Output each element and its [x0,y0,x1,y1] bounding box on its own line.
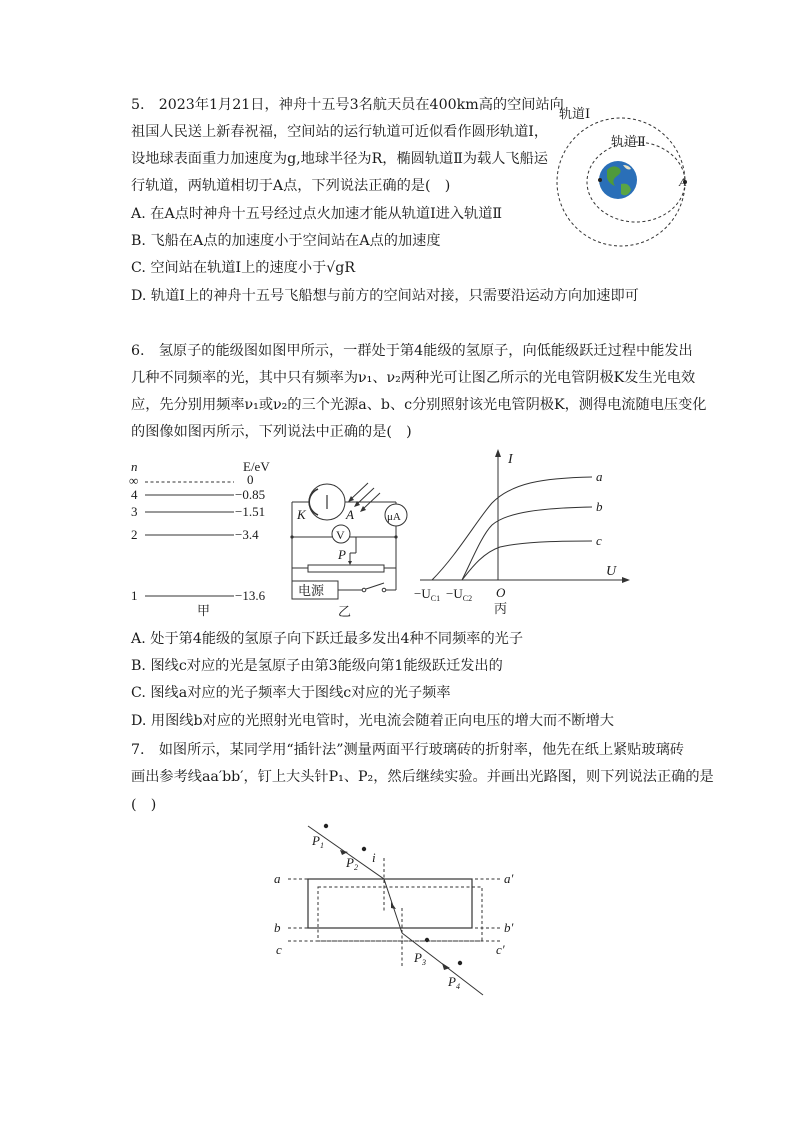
q5-option-a: A. 在A点时神舟十五号经过点火加速才能从轨道Ⅰ进入轨道Ⅱ [131,206,503,222]
microammeter-label: μA [387,511,401,523]
curve-c [462,541,592,580]
cathode-k [309,489,318,515]
photoelectric-circuit [290,465,415,620]
orbit1-label: 轨道Ⅰ [559,106,591,121]
spacecraft-left-dot [598,178,602,182]
q5-line-4: 行轨道，两轨道相切于A点，下列说法正确的是( ) [131,178,451,194]
level-3-e: −1.51 [235,504,266,519]
level-4-n: 4 [131,487,138,502]
i-axis-label: I [508,452,513,467]
u-axis-label: U [606,564,617,579]
q7-line-1: 7. 如图所示，某同学用“插针法”测量两面平行玻璃砖的折射率，他先在纸上紧贴玻璃砖 [131,742,684,758]
q5-option-d: D. 轨道Ⅰ上的神舟十五号飞船想与前方的空间站对接，只需要沿运动方向加速即可 [131,288,639,304]
orbit2-label: 轨道Ⅱ [611,134,646,149]
pin-p1 [324,824,328,828]
point-a-label: A [679,175,687,189]
curve-c-label: c [596,533,602,548]
glass-block [308,879,472,928]
p1-label: $P_1$ [312,833,324,850]
level-1-e: −13.6 [235,588,266,603]
energy-axis-label: E/eV [243,459,270,474]
curve-b-label: b [596,499,603,514]
q5-line-2: 祖国人民送上新春祝福，空间站的运行轨道可近似看作圆形轨道Ⅰ， [131,124,549,140]
p3-label: $P_3$ [414,950,426,967]
q6-option-d: D. 用图线b对应的光照射光电管时，光电流会随着正向电压的增大而不断增大 [131,713,614,729]
earth-icon [599,161,637,199]
uc1-label: $-U_{C1}$ [414,586,441,603]
iu-caption-bing: 丙 [494,601,508,616]
origin-label: O [496,585,506,600]
c-label: c [276,942,282,957]
q5-option-b: B. 飞船在A点的加速度小于空间站在A点的加速度 [131,233,441,249]
q6-option-c: C. 图线a对应的光子频率大于图线c对应的光子频率 [131,685,451,701]
glass-block-shifted [318,887,482,941]
level-1-n: 1 [131,588,138,603]
q6-line-1: 6. 氢原子的能级图如图甲所示，一群处于第4能级的氢原子，向低能级跃迁过程中能发出 [131,343,693,359]
level-inf-e: 0 [247,472,254,487]
pin-p2 [362,847,366,851]
circuit-caption-yi: 乙 [338,604,352,619]
p2-label: $P_2$ [346,855,358,872]
iu-graph [412,445,632,620]
energy-level-diagram [127,455,287,620]
a-label: A [346,507,354,522]
voltmeter-label: V [336,528,345,542]
q7-line-3: ( ) [131,797,157,813]
pin-p3 [425,938,429,942]
n-axis-label: n [131,459,138,474]
level-3-n: 3 [131,504,138,519]
p4-label: $P_4$ [448,974,460,991]
diagram-caption-jia: 甲 [197,603,211,618]
q6-option-a: A. 处于第4能级的氢原子向下跃迁最多发出4种不同频率的光子 [131,631,524,647]
q5-line-1: 5. 2023年1月21日，神舟十五号3名航天员在400km高的空间站向 [131,97,564,113]
a-label: a [274,871,281,886]
curve-a [432,477,592,580]
level-2-e: −3.4 [235,527,259,542]
level-2-n: 2 [131,527,138,542]
a-prime-label: a′ [504,871,514,886]
b-prime-label: b′ [504,920,514,935]
q6-option-b: B. 图线c对应的光是氢原子由第3能级向第1能级跃迁发出的 [131,658,503,674]
p-label: P [338,547,346,562]
switch [366,583,384,589]
q6-line-2: 几种不同频率的光，其中只有频率为ν₁、ν₂两种光可让图乙所示的光电管阴极K发生光电效 [131,370,696,386]
level-4-e: −0.85 [235,487,266,502]
b-label: b [274,920,281,935]
q5-line-3: 设地球表面重力加速度为g,地球半径为R，椭圆轨道Ⅱ为载人飞船运 [131,151,548,167]
refraction-figure [270,818,530,1003]
q7-line-2: 画出参考线aa′bb′，钉上大头针P₁、P₂，然后继续实验。并画出光路图，则下列说法正确的是 [131,769,714,785]
q6-line-3: 应，先分别用频率ν₁或ν₂的三个光源a、b、c分别照射该光电管阴极K，测得电流随电压变化 [131,397,707,413]
rheostat [308,565,384,572]
pin-p4 [458,961,462,965]
angle-i-label: i [372,850,376,865]
level-inf-n: ∞ [129,473,139,488]
k-label: K [297,507,306,522]
q6-line-4: 的图像如图丙所示，下列说法中正确的是( ) [131,424,412,440]
power-source-label: 电源 [298,583,325,598]
curve-a-label: a [596,469,603,484]
uc2-label: $-U_{C2}$ [446,586,473,603]
q5-option-c: C. 空间站在轨道Ⅰ上的速度小于√gR [131,260,356,276]
orbit-figure [545,100,695,270]
c-prime-label: c′ [496,942,505,957]
